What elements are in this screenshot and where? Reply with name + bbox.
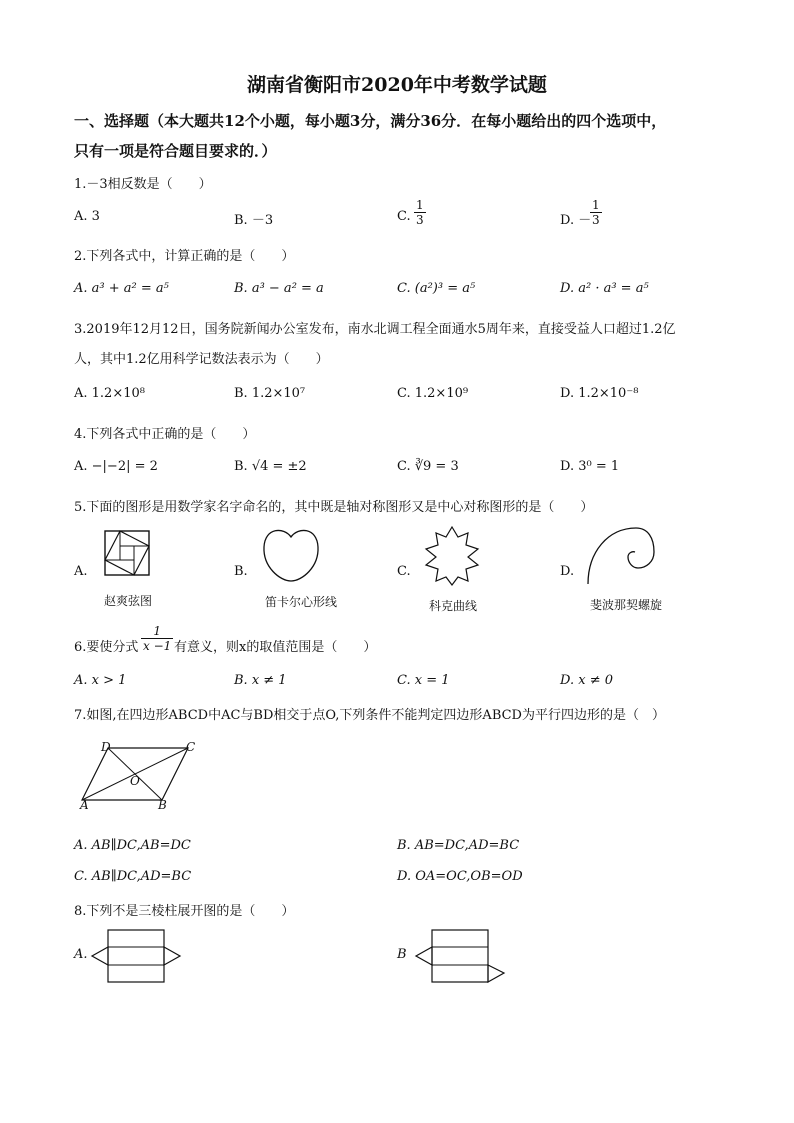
- vertex-label-o: O: [130, 774, 140, 788]
- q2-option-b: B. a³ − a² = a: [234, 281, 324, 296]
- q6-option-b: B. x ≠ 1: [234, 673, 287, 688]
- q7-option-c: C. AB∥DC,AD=BC: [74, 869, 192, 884]
- vertex-label-d: D: [101, 740, 111, 754]
- page-title: 湖南省衡阳市2020年中考数学试题: [247, 74, 547, 96]
- q1-option-d-fraction: [590, 198, 602, 227]
- q1-option-c-fraction: [414, 198, 426, 227]
- q5-option-c: C.: [397, 564, 411, 579]
- cardioid-diagram: [262, 527, 320, 583]
- fibonacci-spiral-diagram: [586, 524, 656, 586]
- q4-option-b: B. √4 = ±2: [234, 459, 307, 474]
- caption-zhao-shuang: 赵爽弦图: [103, 594, 152, 608]
- prism-net-b-diagram: [414, 928, 506, 984]
- q7-option-a: A. AB∥DC,AB=DC: [74, 838, 191, 853]
- q1-option-c: C.: [397, 209, 411, 224]
- zhao-shuang-diagram: [104, 530, 152, 578]
- vertex-label-b: B: [158, 798, 167, 812]
- vertex-label-c: C: [186, 740, 196, 754]
- question-4-stem: 4.下列各式中正确的是（ ）: [74, 427, 256, 442]
- q6-fraction: [141, 624, 173, 653]
- q2-option-c: C. (a²)³ = a⁵: [397, 281, 476, 296]
- vertex-label-a: A: [80, 798, 89, 812]
- fraction-denominator: 3: [416, 213, 424, 227]
- question-1-stem: 1.－3相反数是（ ）: [74, 177, 212, 192]
- caption-koch-curve: 科克曲线: [428, 599, 477, 613]
- question-7-stem: 7.如图,在四边形ABCD中AC与BD相交于点O,下列条件不能判定四边形ABCD为平行四边形的是（ ）: [74, 708, 665, 723]
- fraction-denominator: 3: [592, 213, 600, 227]
- fraction-denominator: x −1: [143, 639, 172, 653]
- q6-option-a: A. x > 1: [74, 673, 127, 688]
- q3-option-c: C. 1.2×10⁹: [397, 386, 469, 401]
- section-heading-line1: 一、选择题（本大题共12个小题，每小题3分，满分36分．在每小题给出的四个选项中，: [74, 112, 667, 130]
- q8-option-a: A.: [74, 947, 88, 962]
- q5-option-a: A.: [74, 564, 88, 579]
- caption-fibonacci-spiral: 斐波那契螺旋: [589, 598, 662, 612]
- q2-option-a: A. a³ + a² = a⁵: [74, 281, 169, 296]
- question-2-stem: 2.下列各式中，计算正确的是（ ）: [74, 249, 295, 264]
- q3-option-d: D. 1.2×10⁻⁸: [560, 386, 639, 401]
- q7-option-b: B. AB=DC,AD=BC: [397, 838, 520, 853]
- q4-option-d: D. 3⁰ = 1: [560, 459, 620, 474]
- q6-option-c: C. x = 1: [397, 673, 450, 688]
- q2-option-d: D. a² · a³ = a⁵: [560, 281, 649, 296]
- koch-snowflake-diagram: [422, 525, 482, 587]
- q7-option-d: D. OA=OC,OB=OD: [397, 869, 523, 884]
- q1-option-d: D. －: [560, 213, 592, 228]
- question-6-stem-prefix: 6.要使分式: [74, 640, 139, 655]
- question-3-stem-line1: 3.2019年12月12日，国务院新闻办公室发布，南水北调工程全面通水5周年来，直接受益人口超过1.2亿: [74, 322, 676, 337]
- q1-option-a: A. 3: [74, 209, 100, 224]
- q3-option-b: B. 1.2×10⁷: [234, 386, 306, 401]
- question-5-stem: 5.下面的图形是用数学家名字命名的，其中既是轴对称图形又是中心对称图形的是（ ）: [74, 500, 594, 515]
- q4-option-a: A. −|−2| = 2: [74, 459, 158, 474]
- question-8-stem: 8.下列不是三棱柱展开图的是（ ）: [74, 904, 295, 919]
- question-6-stem-suffix: 有意义，则x的取值范围是（ ）: [174, 640, 377, 655]
- question-3-stem-line2: 人，其中1.2亿用科学记数法表示为（ ）: [74, 352, 329, 367]
- q3-option-a: A. 1.2×10⁸: [74, 386, 145, 401]
- fraction-numerator: 1: [592, 198, 600, 212]
- caption-cardioid: 笛卡尔心形线: [264, 595, 337, 609]
- q5-option-b: B.: [234, 564, 248, 579]
- fraction-numerator: 1: [141, 624, 173, 639]
- prism-net-a-diagram: [90, 928, 182, 984]
- q6-option-d: D. x ≠ 0: [560, 673, 613, 688]
- q5-option-d: D.: [560, 564, 575, 579]
- fraction-numerator: 1: [416, 198, 424, 212]
- q4-option-c: C. ∛9 = 3: [397, 459, 459, 474]
- q1-option-b: B. －3: [234, 213, 274, 228]
- q8-option-b: B: [397, 947, 407, 962]
- section-heading-line2: 只有一项是符合题目要求的．）: [74, 142, 277, 160]
